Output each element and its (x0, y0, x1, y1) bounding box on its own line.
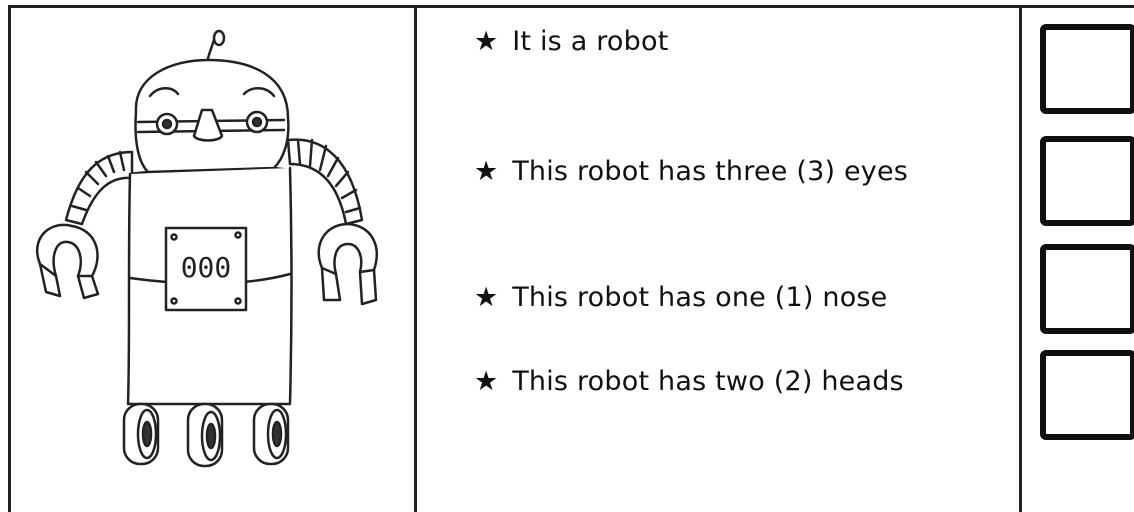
statement-4 (474, 368, 904, 395)
answer-checkbox-2[interactable] (1040, 136, 1134, 226)
star-icon: ★ (474, 26, 499, 57)
robot-left-hand (37, 225, 97, 276)
star-icon: ★ (474, 282, 499, 313)
column-divider-left (414, 5, 417, 512)
column-divider-right (1019, 5, 1022, 512)
statement-list (474, 0, 1004, 512)
robot-panel-digits: 000 (180, 251, 232, 284)
statement-text: This robot has three (3) eyes (512, 156, 909, 187)
answer-checkbox-4[interactable] (1040, 350, 1134, 440)
robot-right-hand (319, 224, 377, 274)
star-icon: ★ (474, 366, 499, 397)
statement-1 (474, 28, 669, 55)
table-left-border (8, 5, 11, 512)
robot-illustration (26, 24, 386, 484)
statement-3 (474, 284, 888, 311)
star-icon: ★ (474, 156, 499, 187)
statement-text: This robot has two (2) heads (512, 366, 904, 397)
statement-2 (474, 158, 908, 185)
answer-checkbox-1[interactable] (1040, 24, 1134, 114)
statement-text: It is a robot (512, 26, 669, 57)
statement-text: This robot has one (1) nose (512, 282, 888, 313)
robot-antenna-ball (214, 31, 224, 45)
answer-checkbox-3[interactable] (1040, 244, 1134, 334)
robot-antenna (207, 40, 214, 62)
